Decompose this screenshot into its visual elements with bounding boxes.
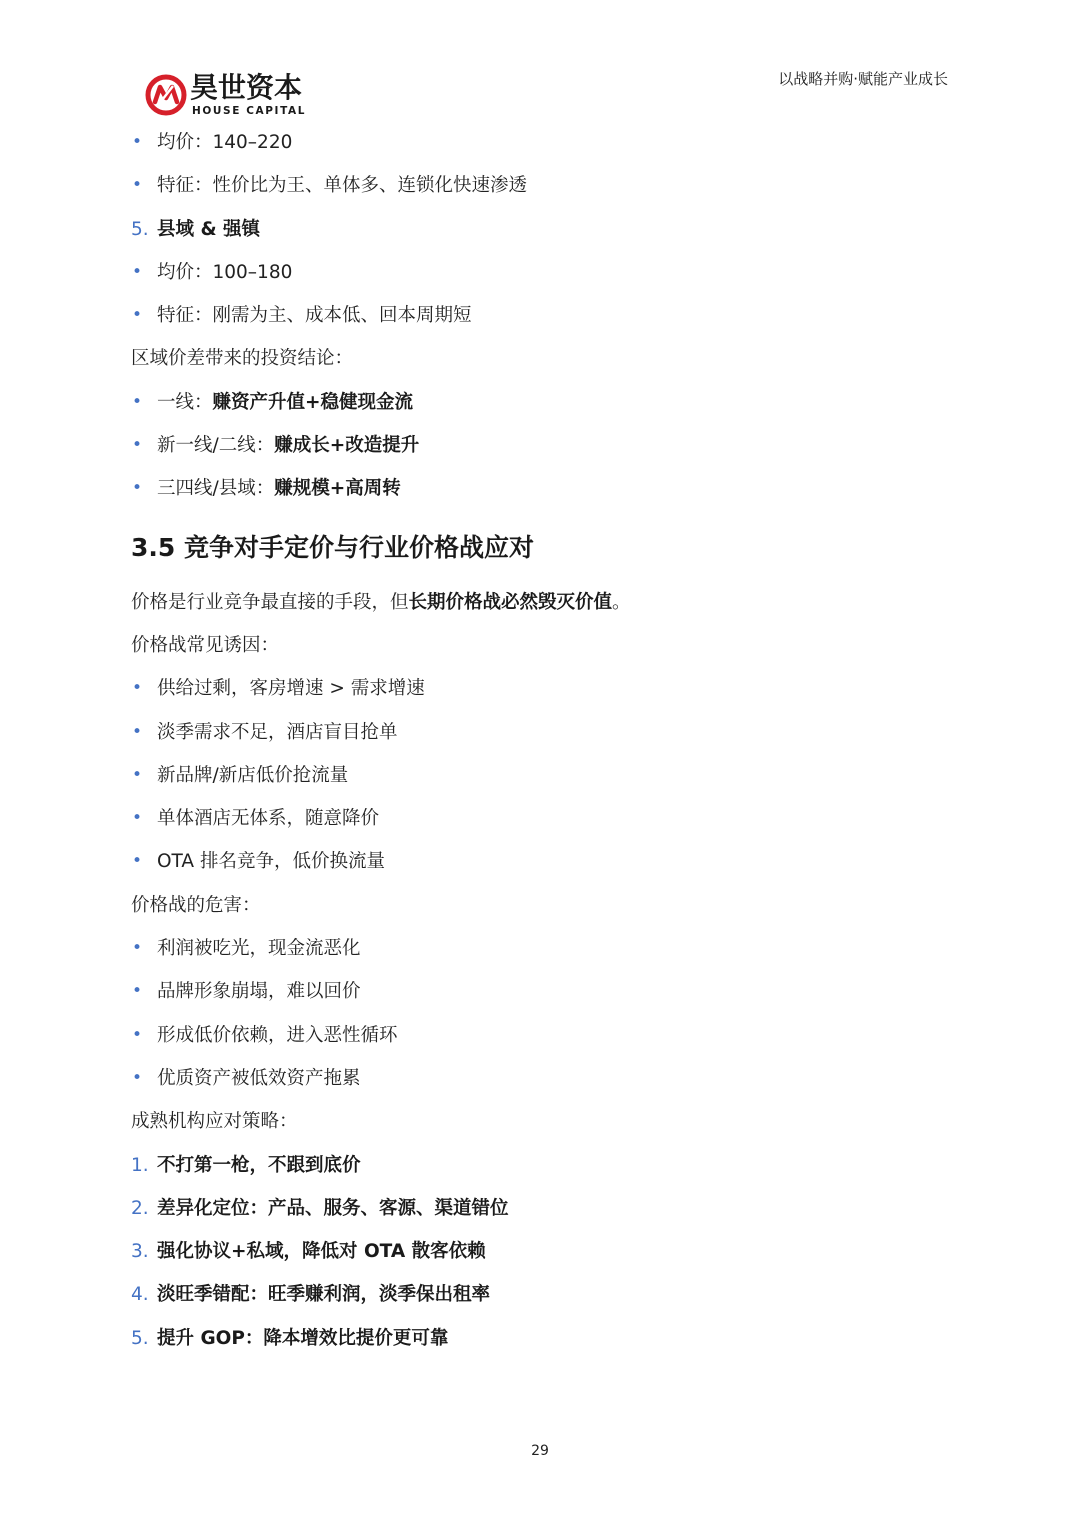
list-item: • 一线：赚资产升值+稳健现金流 [131, 381, 951, 424]
logo-chinese-name: 昊世资本 [190, 71, 303, 104]
numbered-item: 4. 淡旺季错配：旺季赚利润，淡季保出租率 [131, 1273, 951, 1316]
bullet-marker: • [132, 435, 143, 456]
bullet-marker: • [132, 721, 143, 742]
house-capital-logo-icon [145, 74, 187, 116]
bullet-marker: • [132, 391, 143, 412]
bullet-marker: • [132, 678, 143, 699]
list-item: • 特征：刚需为主、成本低、回本周期短 [131, 294, 951, 337]
list-item: • 利润被吃光，现金流恶化 [131, 927, 951, 970]
list-item: • 均价：140–220 [131, 121, 951, 164]
section-intro: 价格是行业竞争最直接的手段，但长期价格战必然毁灭价值。 [131, 591, 631, 613]
bullet-marker: • [132, 1024, 143, 1045]
number-marker: 1. [131, 1154, 149, 1176]
list-item: • 优质资产被低效资产拖累 [131, 1057, 951, 1100]
number-marker: 2. [131, 1197, 149, 1219]
list-item: • 供给过剩，客房增速 > 需求增速 [131, 667, 951, 710]
list-item: • 均价：100–180 [131, 251, 951, 294]
list-item: • 特征：性价比为王、单体多、连锁化快速渗透 [131, 164, 951, 207]
list-item: • 单体酒店无体系，随意降价 [131, 797, 951, 840]
bullet-marker: • [132, 305, 143, 326]
bullet-marker: • [132, 851, 143, 872]
bullet-marker: • [132, 1067, 143, 1088]
list-item: • 形成低价依赖，进入恶性循环 [131, 1014, 951, 1057]
paragraph-label: 区域价差带来的投资结论： [131, 348, 354, 370]
bullet-marker: • [132, 808, 143, 829]
page-number: 29 [531, 1443, 549, 1459]
numbered-item: 1. 不打第一枪，不跟到底价 [131, 1144, 951, 1187]
document-body [131, 121, 951, 1360]
number-marker: 4. [131, 1284, 149, 1306]
logo-english-name: HOUSE CAPITAL [192, 105, 307, 117]
paragraph-label: 价格战的危害： [131, 894, 261, 916]
bullet-marker: • [132, 764, 143, 785]
numbered-item: 5. 县域 & 强镇 [131, 208, 951, 251]
bullet-marker: • [132, 478, 143, 499]
list-item: • OTA 排名竞争，低价换流量 [131, 840, 951, 883]
numbered-item: 3. 强化协议+私域，降低对 OTA 散客依赖 [131, 1230, 951, 1273]
number-marker: 5. [131, 218, 149, 240]
paragraph-label: 成熟机构应对策略： [131, 1111, 298, 1133]
numbered-item: 5. 提升 GOP：降本增效比提价更可靠 [131, 1317, 951, 1360]
list-item: • 三四线/县域：赚规模+高周转 [131, 467, 951, 510]
bullet-marker: • [132, 175, 143, 196]
number-marker: 3. [131, 1241, 149, 1263]
section-heading: 3.5 竞争对手定价与行业价格战应对 [131, 532, 534, 562]
bullet-marker: • [132, 938, 143, 959]
list-item: • 新品牌/新店低价抢流量 [131, 754, 951, 797]
list-item: • 淡季需求不足，酒店盲目抢单 [131, 711, 951, 754]
bullet-marker: • [132, 132, 143, 152]
list-item: • 品牌形象崩塌，难以回价 [131, 970, 951, 1013]
list-item: • 新一线/二线：赚成长+改造提升 [131, 424, 951, 467]
bullet-marker: • [132, 261, 143, 282]
numbered-item: 2. 差异化定位：产品、服务、客源、渠道错位 [131, 1187, 951, 1230]
paragraph-label: 价格战常见诱因： [131, 634, 280, 656]
bullet-marker: • [132, 981, 143, 1002]
header-slogan: 以战略并购·赋能产业成长 [778, 70, 948, 88]
company-logo [145, 72, 325, 120]
number-marker: 5. [131, 1327, 149, 1349]
